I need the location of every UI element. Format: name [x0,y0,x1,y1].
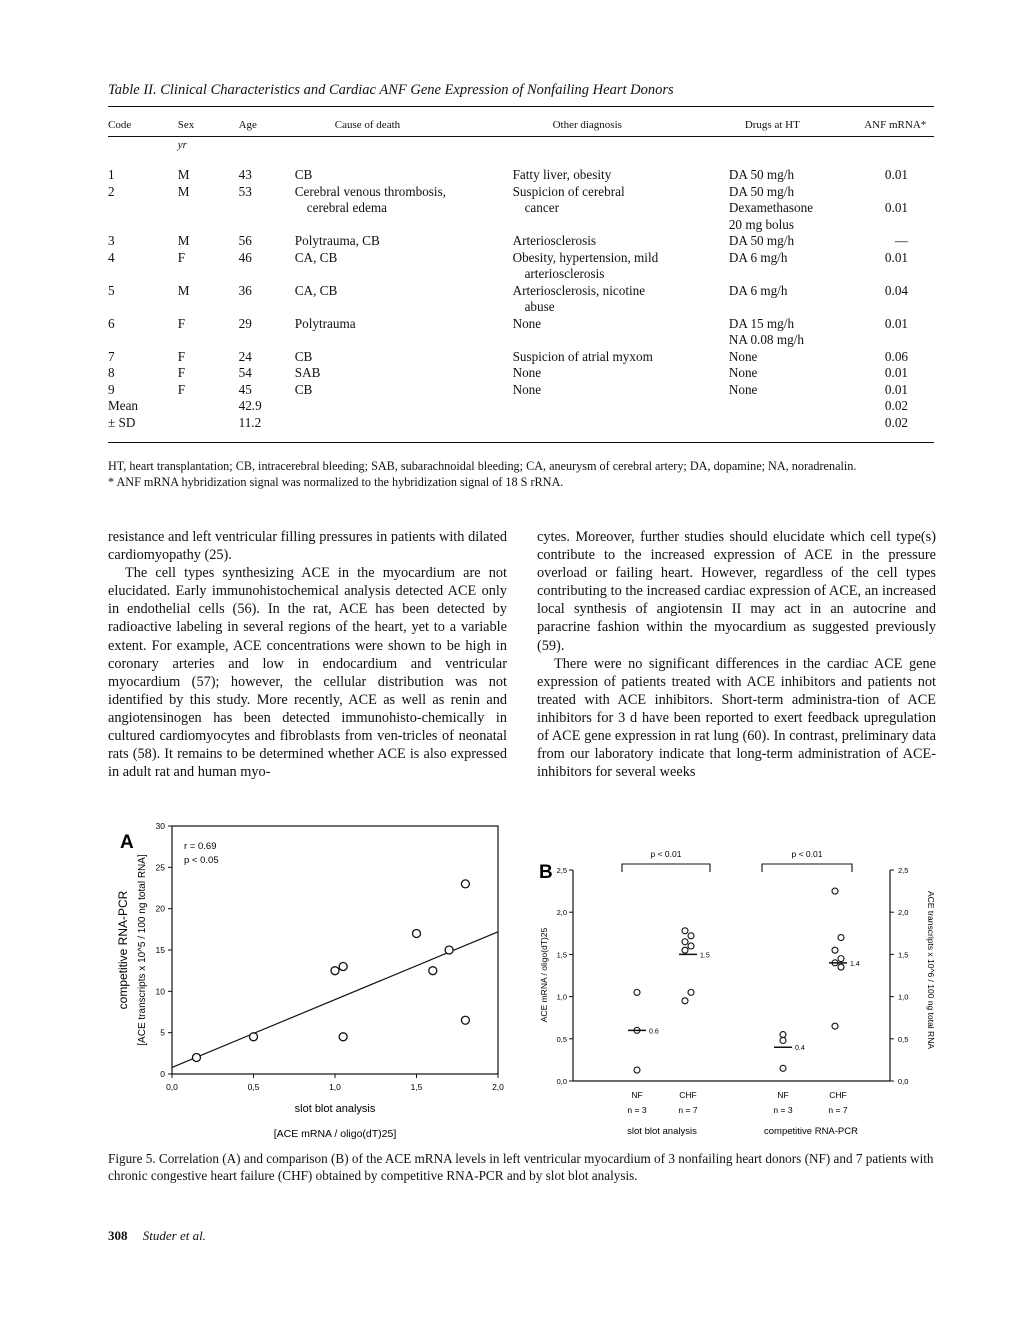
table-footnote-abbrev: HT, heart transplantation; CB, intracerebral bleeding; SAB, subarachnoidal bleeding; CA, aneurysm of cerebral artery; DA, dopamine; NA, noradrenalin. [108,459,857,473]
cell-cause: CA, CB [294,282,338,298]
cell-other: Arteriosclerosis [512,233,597,248]
cell-code: 9 [108,381,115,397]
group-n: n = 3 [773,1105,793,1115]
cell-sex: M [177,183,190,199]
y-axis-label: competitive RNA-PCR [116,890,130,1010]
cell-age: 42.9 [238,398,262,413]
y-axis-label-right: ACE transcripts x 10^6 / 100 ng total RNA [926,890,936,1050]
group-n: n = 7 [828,1105,848,1115]
mean-label: 1.5 [700,952,710,960]
mean-label: 0.4 [795,1045,805,1053]
col-header-sex: Sex [177,119,195,131]
data-point [339,963,347,971]
table-footnote-anf: * ANF mRNA hybridization signal was normalized to the hybridization signal of 18 S rRNA. [108,475,564,489]
cell-cause: CB [294,381,313,397]
age-unit: yr [177,139,187,151]
cell-other: None [512,365,542,380]
cell-cause: Polytrauma, CB [294,233,380,248]
cell-cause: Polytrauma [294,315,356,331]
cell-age: 29 [238,315,252,331]
y-tick-label-right: 2,0 [898,908,909,918]
cell-anf: 0.02 [884,414,908,430]
cell-drugs: DA 50 mg/h Dexamethasone 20 mg bolus [728,183,814,232]
data-point [838,964,844,970]
running-author: Studer et al. [142,1228,206,1243]
cell-code: 6 [108,315,115,331]
col-header-drugs: Drugs at HT [744,119,800,131]
data-point [688,933,694,939]
mean-label: 1.4 [850,960,860,968]
cell-other: Suspicion of atrial myxom [512,348,653,364]
figure-caption: Figure 5. Correlation (A) and comparison (B) of the ACE mRNA levels in left ventricular myocardium of 3 nonfailing heart donors (NF) and 7 patients with chronic congestive heart failure (CHF) obtained by competitive RNA-PCR and by slot blot analysis. [108,1151,934,1183]
cell-other: Arteriosclerosis, nicotine abuse [512,282,646,314]
y-tick-label-right: 2,5 [898,866,909,875]
y-tick-label-right: 0,5 [898,1034,909,1044]
cell-code: 3 [108,233,115,248]
body-paragraph: resistance and left ventricular filling pressures in patients with dilated cardiomyopathy (25). [108,529,507,564]
data-point [832,947,838,953]
x-tick-label: 0,0 [166,1082,178,1092]
y-tick-label: 0 [160,1069,165,1079]
cell-code: 5 [108,282,115,298]
cell-cause: SAB [294,365,321,380]
group-caption-slot-blot: slot blot analysis [627,1126,697,1137]
y-tick-label: 0,0 [556,1077,567,1086]
body-paragraph: cytes. Moreover, further studies should elucidate which cell type(s) contribute to the increased expression of ACE in the pressure overload or failing heart. However, regardless of the cell types contributing to the increased cardiac expression of ACE, an increased local synthesis of angiotensin II may act in an autocrine and paracrine fashion within the myocardium as suggested previously (59). [537,529,936,654]
cell-drugs: None [728,381,758,397]
cell-drugs: DA 6 mg/h [728,282,788,298]
significance-label: p < 0.01 [650,849,682,859]
data-point [331,967,339,975]
y-axis-label-left: ACE mRNA / oligo(dT)25 [539,927,549,1023]
group-label: CHF [829,1090,847,1100]
cell-code: Mean [108,398,139,413]
data-point [838,935,844,941]
y-tick-label: 10 [155,986,165,997]
x-axis-sublabel: [ACE mRNA / oligo(dT)25] [273,1128,397,1140]
panel-a [116,821,504,1140]
data-point [413,929,421,937]
col-header-other: Other diagnosis [552,119,622,131]
cell-age: 43 [238,167,252,182]
cell-drugs: DA 15 mg/h NA 0.08 mg/h [728,315,804,347]
group-n: n = 7 [678,1105,698,1115]
col-header-anf: ANF mRNA* [864,119,927,131]
data-point [461,880,469,888]
y-tick-label: 0,5 [556,1034,567,1044]
cell-drugs: DA 50 mg/h [728,233,795,248]
cell-other: Fatty liver, obesity [512,167,612,182]
y-tick-label: 1,0 [556,992,567,1002]
group-caption-rna-pcr: competitive RNA-PCR [764,1126,858,1137]
cell-sex: F [177,381,186,397]
data-point [838,956,844,962]
data-point [634,989,640,995]
data-point [682,998,688,1004]
cell-anf: 0.02 [884,398,908,413]
cell-age: 56 [238,233,252,248]
y-tick-label: 1,5 [556,950,567,960]
cell-anf: 0.01 [884,365,908,380]
cell-code: ± SD [108,414,136,430]
cell-sex: M [177,167,190,182]
data-point [682,928,688,934]
cell-cause: CA, CB [294,249,338,265]
cell-other: Obesity, hypertension, mild arteriosclerosis [512,249,659,281]
cell-anf: 0.01 [884,381,908,397]
cell-cause: CB [294,167,313,182]
data-point [339,1033,347,1041]
cell-other: None [512,381,542,397]
data-point [682,939,688,945]
cell-anf: 0.06 [884,348,908,364]
cell-sex: F [177,348,186,364]
correlation-r: r = 0.69 [184,841,217,852]
cell-code: 7 [108,348,115,364]
correlation-p: p < 0.05 [184,855,219,866]
cell-other: None [512,315,542,331]
data-point [461,1016,469,1024]
cell-age: 46 [238,249,252,265]
cell-code: 2 [108,183,115,199]
cell-anf: 0.01 [884,249,908,265]
y-tick-label-right: 0,0 [898,1077,909,1086]
x-tick-label: 1,0 [329,1082,341,1092]
y-tick-label: 20 [155,903,165,914]
cell-anf: 0.01 [884,167,908,182]
data-point [780,1065,786,1071]
cell-drugs: DA 6 mg/h [728,249,788,265]
cell-age: 24 [238,348,252,364]
cell-drugs: None [728,348,758,364]
y-tick-label: 2,5 [556,866,567,875]
y-tick-label: 30 [155,821,165,831]
panel-label: A [120,832,134,853]
data-point [429,967,437,975]
col-header-cause: Cause of death [334,119,401,131]
x-tick-label: 2,0 [492,1082,504,1092]
y-tick-label: 2,0 [556,908,567,918]
cell-anf: — [894,233,908,248]
cell-sex: F [177,249,186,265]
cell-age: 36 [238,282,252,298]
cell-age: 53 [238,183,252,199]
cell-drugs: None [728,365,758,380]
data-point [445,946,453,954]
group-n: n = 3 [627,1105,647,1115]
group-label: NF [631,1090,643,1100]
cell-age: 11.2 [238,414,262,430]
y-tick-label-right: 1,0 [898,992,909,1002]
cell-drugs: DA 50 mg/h [728,167,795,182]
cell-anf: 0.01 [884,200,908,215]
body-paragraph: There were no significant differences in the cardiac ACE gene expression of patients treated with ACE inhibitors and patients not treated with ACE inhibitors. Short-term administra-tion of ACE inhibitors for 3 d have been reported to exert feedback upregulation of ACE gene expression in rat lung (60). In contrast, preliminary data from our laboratory indicate that long-term administration of ACE-inhibitors for several weeks [537,655,936,781]
cell-age: 54 [238,365,252,380]
table-title: Table II. Clinical Characteristics and Cardiac ANF Gene Expression of Nonfailing Heart Donors [108,82,674,98]
page-footer [108,1228,206,1244]
cell-code: 1 [108,167,115,182]
cell-sex: M [177,233,190,248]
col-header-code: Code [108,119,132,131]
x-tick-label: 1,5 [410,1082,423,1092]
significance-bracket [762,864,852,872]
cell-sex: F [177,365,186,380]
x-axis-label: slot blot analysis [294,1103,376,1115]
y-tick-label: 5 [160,1027,165,1038]
panel-label: B [539,862,553,883]
cell-code: 8 [108,365,115,380]
data-point [682,947,688,953]
cell-cause: Cerebral venous thrombosis, cerebral edema [294,183,447,215]
mean-label: 0.6 [649,1028,659,1036]
data-point [780,1037,786,1043]
y-tick-label: 25 [155,862,165,873]
cell-code: 4 [108,249,115,265]
data-point [688,989,694,995]
body-paragraph: The cell types synthesizing ACE in the myocardium are not elucidated. Early immunohistochemical analysis detected ACE only in endothelial cells (56). In the rat, ACE has been detected by radioactive labeling in several regions of the heart, yet to a variable extent. For example, ACE concentrations were shown to be high in coronary arteries and low in endocardium and ventricular myocardium (57); however, the cellular distribution was not identified by this study. More recently, ACE as well as renin and angiotensinogen has been detected immunohisto-chemically in cultured cardiomyocytes and fibroblasts from ven-tricles of neonatal rats (58). It remains to be determined whether ACE is also expressed in adult rat and human myo- [108,565,507,781]
x-tick-label: 0,5 [247,1082,260,1092]
y-tick-label-right: 1,5 [898,950,909,960]
col-header-age: Age [238,119,257,131]
data-point [250,1033,258,1041]
y-tick-label: 15 [155,945,165,955]
cell-other: Suspicion of cerebral cancer [512,183,625,215]
group-label: CHF [679,1090,697,1100]
panel-b [539,849,936,1137]
cell-age: 45 [238,381,252,397]
cell-anf: 0.01 [884,315,908,331]
data-point [192,1053,200,1061]
significance-bracket [622,864,710,872]
y-axis-sublabel: [ACE transcripts x 10^5 / 100 ng total RNA] [137,854,148,1046]
data-point [780,1032,786,1038]
page-number: 308 [108,1228,128,1243]
cell-anf: 0.04 [884,282,908,298]
data-point [832,1023,838,1029]
significance-label: p < 0.01 [791,849,823,859]
data-point [634,1067,640,1073]
group-label: NF [777,1090,789,1100]
cell-sex: F [177,315,186,331]
cell-sex: M [177,282,190,298]
cell-cause: CB [294,348,313,364]
data-point [832,888,838,894]
data-point [688,943,694,949]
